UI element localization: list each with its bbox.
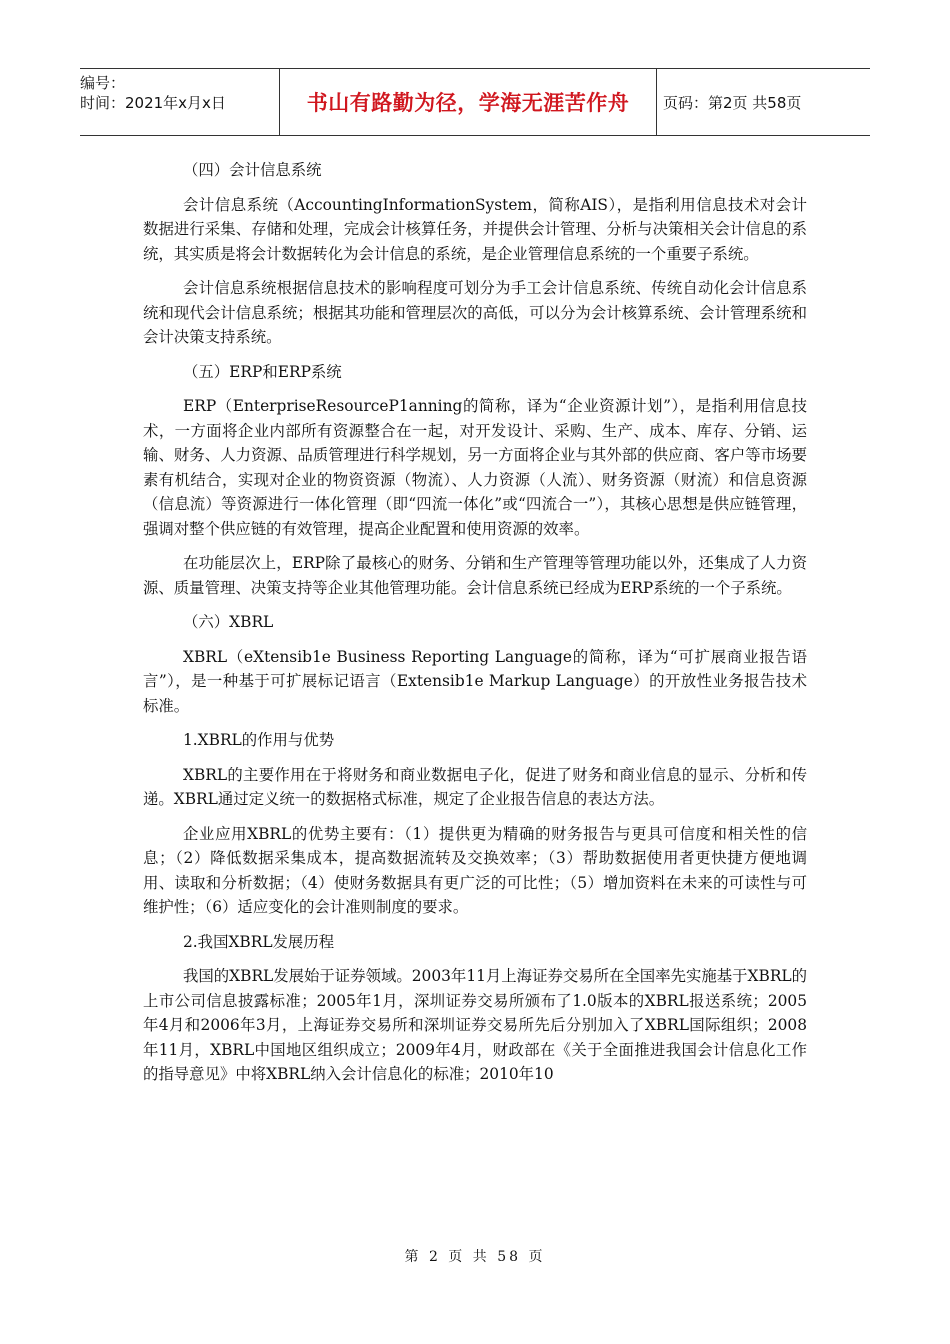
section-heading: （六）XBRL bbox=[183, 613, 274, 631]
body-paragraph: 会计信息系统根据信息技术的影响程度可划分为手工会计信息系统、传统自动化会计信息系统和现代会计信息系统；根据其功能和管理层次的高低，可以分为会计核算系统、会计管理系统和会计决策支持系统。 bbox=[143, 279, 807, 346]
document-body bbox=[143, 158, 807, 1097]
page-footer: 第 2 页 共 58 页 bbox=[404, 1249, 546, 1265]
section-heading: 1.XBRL的作用与优势 bbox=[183, 731, 335, 749]
body-paragraph: 在功能层次上，ERP除了最核心的财务、分销和生产管理等管理功能以外，还集成了人力资源、质量管理、决策支持等企业其他管理功能。会计信息系统已经成为ERP系统的一个子系统。 bbox=[143, 554, 807, 597]
motto-text: 书山有路勤为径，学海无涯苦作舟 bbox=[306, 91, 630, 115]
body-paragraph: 我国的XBRL发展始于证券领域。2003年11月上海证券交易所在全国率先实施基于XBRL的上市公司信息披露标准；2005年1月，深圳证券交易所颁布了1.0版本的XBRL报送系统；2005年4月和2006年3月，上海证券交易所和深圳证券交易所先后分别加入了XBRL国际组织；2008年11月，XBRL中国地区组织成立；2009年4月，财政部在《关于全面推进我国会计信息化工作的指导意见》中将XBRL纳入会计信息化的标准；2010年10 bbox=[143, 967, 808, 1083]
header-motto-cell bbox=[280, 69, 657, 135]
time-label: 时间：2021年x月x日 bbox=[80, 94, 226, 112]
doc-number-label: 编号： bbox=[80, 74, 126, 92]
section-heading: 2.我国XBRL发展历程 bbox=[183, 932, 335, 951]
header-meta bbox=[80, 69, 280, 135]
body-paragraph: XBRL的主要作用在于将财务和商业数据电子化，促进了财务和商业信息的显示、分析和传递。XBRL通过定义统一的数据格式标准，规定了企业报告信息的表达方法。 bbox=[143, 765, 807, 808]
body-paragraph: XBRL（eXtensib1e Business Reporting Language的简称，译为“可扩展商业报告语言”），是一种基于可扩展标记语言（Extensib1e Markup Language）的开放性业务报告技术标准。 bbox=[143, 647, 807, 715]
header-page-cell bbox=[657, 69, 870, 135]
body-paragraph: 企业应用XBRL的优势主要有：（1）提供更为精确的财务报告与更具可信度和相关性的信息；（2）降低数据采集成本，提高数据流转及交换效率；（3）帮助数据使用者更快捷方便地调用、读取和分析数据；（4）使财务数据具有更广泛的可比性；（5）增加资料在未来的可读性与可维护性；（6）适应变化的会计准则制度的要求。 bbox=[143, 824, 807, 916]
body-paragraph: ERP（EnterpriseResourceP1anning的简称，译为“企业资源计划”），是指利用信息技术，一方面将企业内部所有资源整合在一起，对开发设计、采购、生产、成本、库存、分销、运输、财务、人力资源、品质管理进行科学规划，另一方面将企业与其外部的供应商、客户等市场要素有机结合，实现对企业的物资资源（物流）、人力资源（人流）、财务资源（财流）和信息资源（信息流）等资源进行一体化管理（即“四流一体化”或“四流合一”），其核心思想是供应链管理，强调对整个供应链的有效管理，提高企业配置和使用资源的效率。 bbox=[143, 397, 807, 538]
page-header bbox=[80, 68, 870, 136]
page-code: 页码：第2页 共58页 bbox=[663, 93, 802, 112]
body-paragraph: 会计信息系统（AccountingInformationSystem，简称AIS），是指利用信息技术对会计数据进行采集、存储和处理，完成会计核算任务，并提供会计管理、分析与决策相关会计信息的系统，其实质是将会计数据转化为会计信息的系统，是企业管理信息系统的一个重要子系统。 bbox=[143, 195, 807, 263]
section-heading: （四）会计信息系统 bbox=[183, 161, 322, 179]
section-heading: （五）ERP和ERP系统 bbox=[183, 362, 342, 381]
